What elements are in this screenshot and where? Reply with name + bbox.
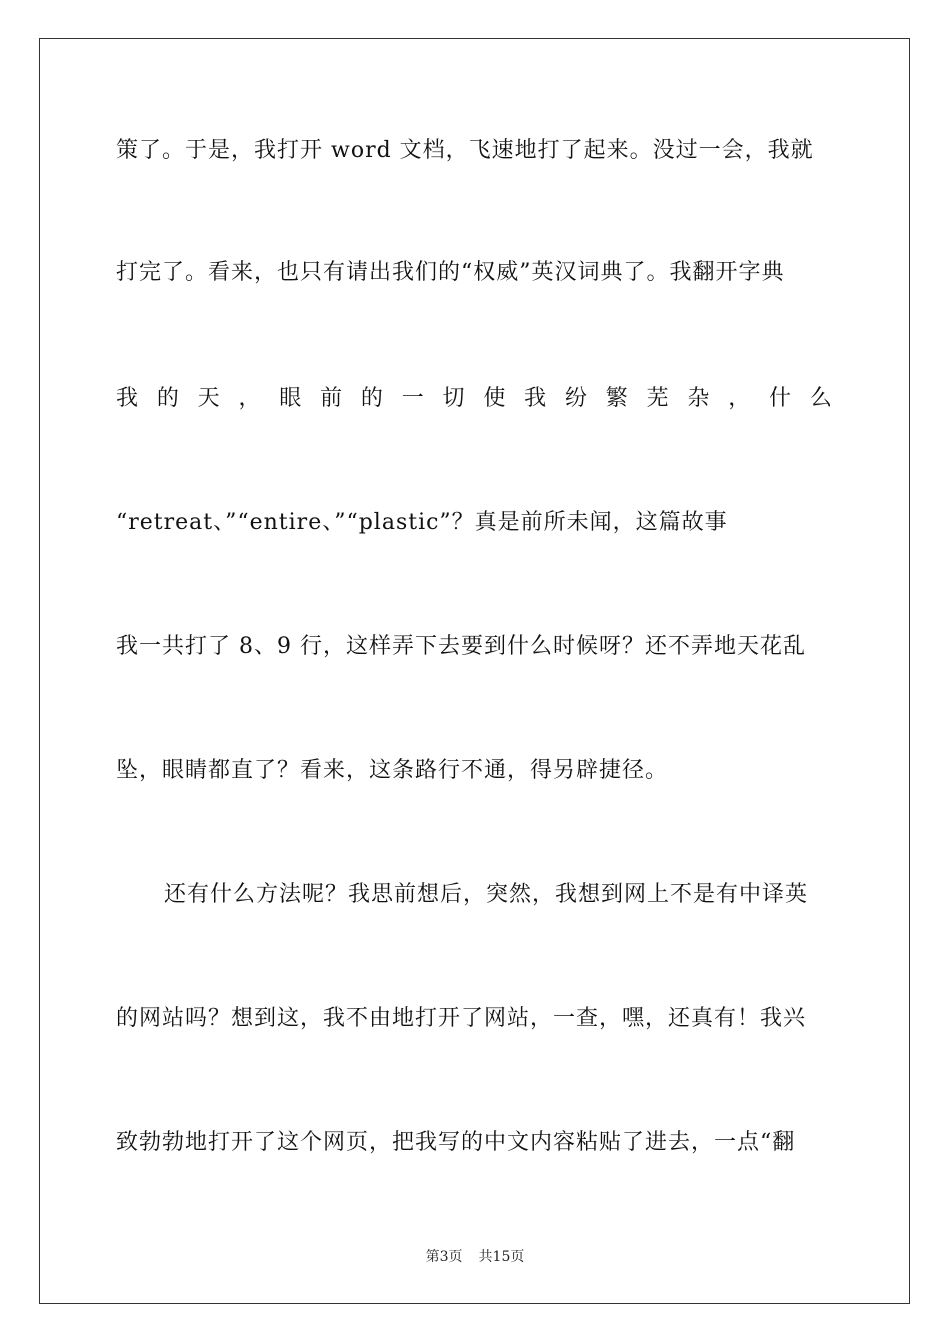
char: 天	[197, 386, 220, 411]
char: 杂	[687, 386, 710, 411]
char: 的	[156, 386, 179, 411]
char: ，	[238, 386, 261, 411]
char: 芜	[646, 386, 669, 411]
char: 眼	[279, 386, 302, 411]
char: 的	[360, 386, 383, 411]
text-line-9: 致勃勃地打开了这个网页，把我写的中文内容粘贴了进去，一点“翻	[116, 1130, 796, 1155]
char: 切	[442, 386, 465, 411]
char: 我	[524, 386, 547, 411]
char: 么	[809, 386, 832, 411]
text-line-6: 坠，眼睛都直了？看来，这条路行不通，得另辟捷径。	[116, 758, 669, 783]
char: 什	[769, 386, 792, 411]
char: ，	[728, 386, 751, 411]
char: 繁	[605, 386, 628, 411]
text-line-4: “retreat、”“entire、”“plastic”？真是前所未闻，这篇故事	[116, 510, 728, 535]
char: 纷	[564, 386, 587, 411]
char: 一	[401, 386, 424, 411]
page-number: 第3页	[425, 1249, 463, 1265]
text-line-1: 策了。于是，我打开 word 文档，飞速地打了起来。没过一会，我就	[116, 138, 814, 163]
text-line-5: 我一共打了 8、9 行，这样弄下去要到什么时候呀？还不弄地天花乱	[116, 634, 806, 659]
page-footer	[0, 1247, 950, 1267]
page-border	[39, 38, 910, 1304]
text-line-7-indented: 还有什么方法呢？我思前想后，突然，我想到网上不是有中译英	[164, 882, 809, 907]
char: 前	[320, 386, 343, 411]
page-total: 共15页	[478, 1249, 525, 1265]
char: 我	[116, 386, 139, 411]
char: 使	[483, 386, 506, 411]
text-line-2: 打完了。看来，也只有请出我们的“权威”英汉词典了。我翻开字典	[116, 260, 785, 285]
text-line-3-justified	[116, 384, 832, 414]
text-line-8: 的网站吗？想到这，我不由地打开了网站，一查，嘿，还真有！我兴	[116, 1006, 807, 1031]
